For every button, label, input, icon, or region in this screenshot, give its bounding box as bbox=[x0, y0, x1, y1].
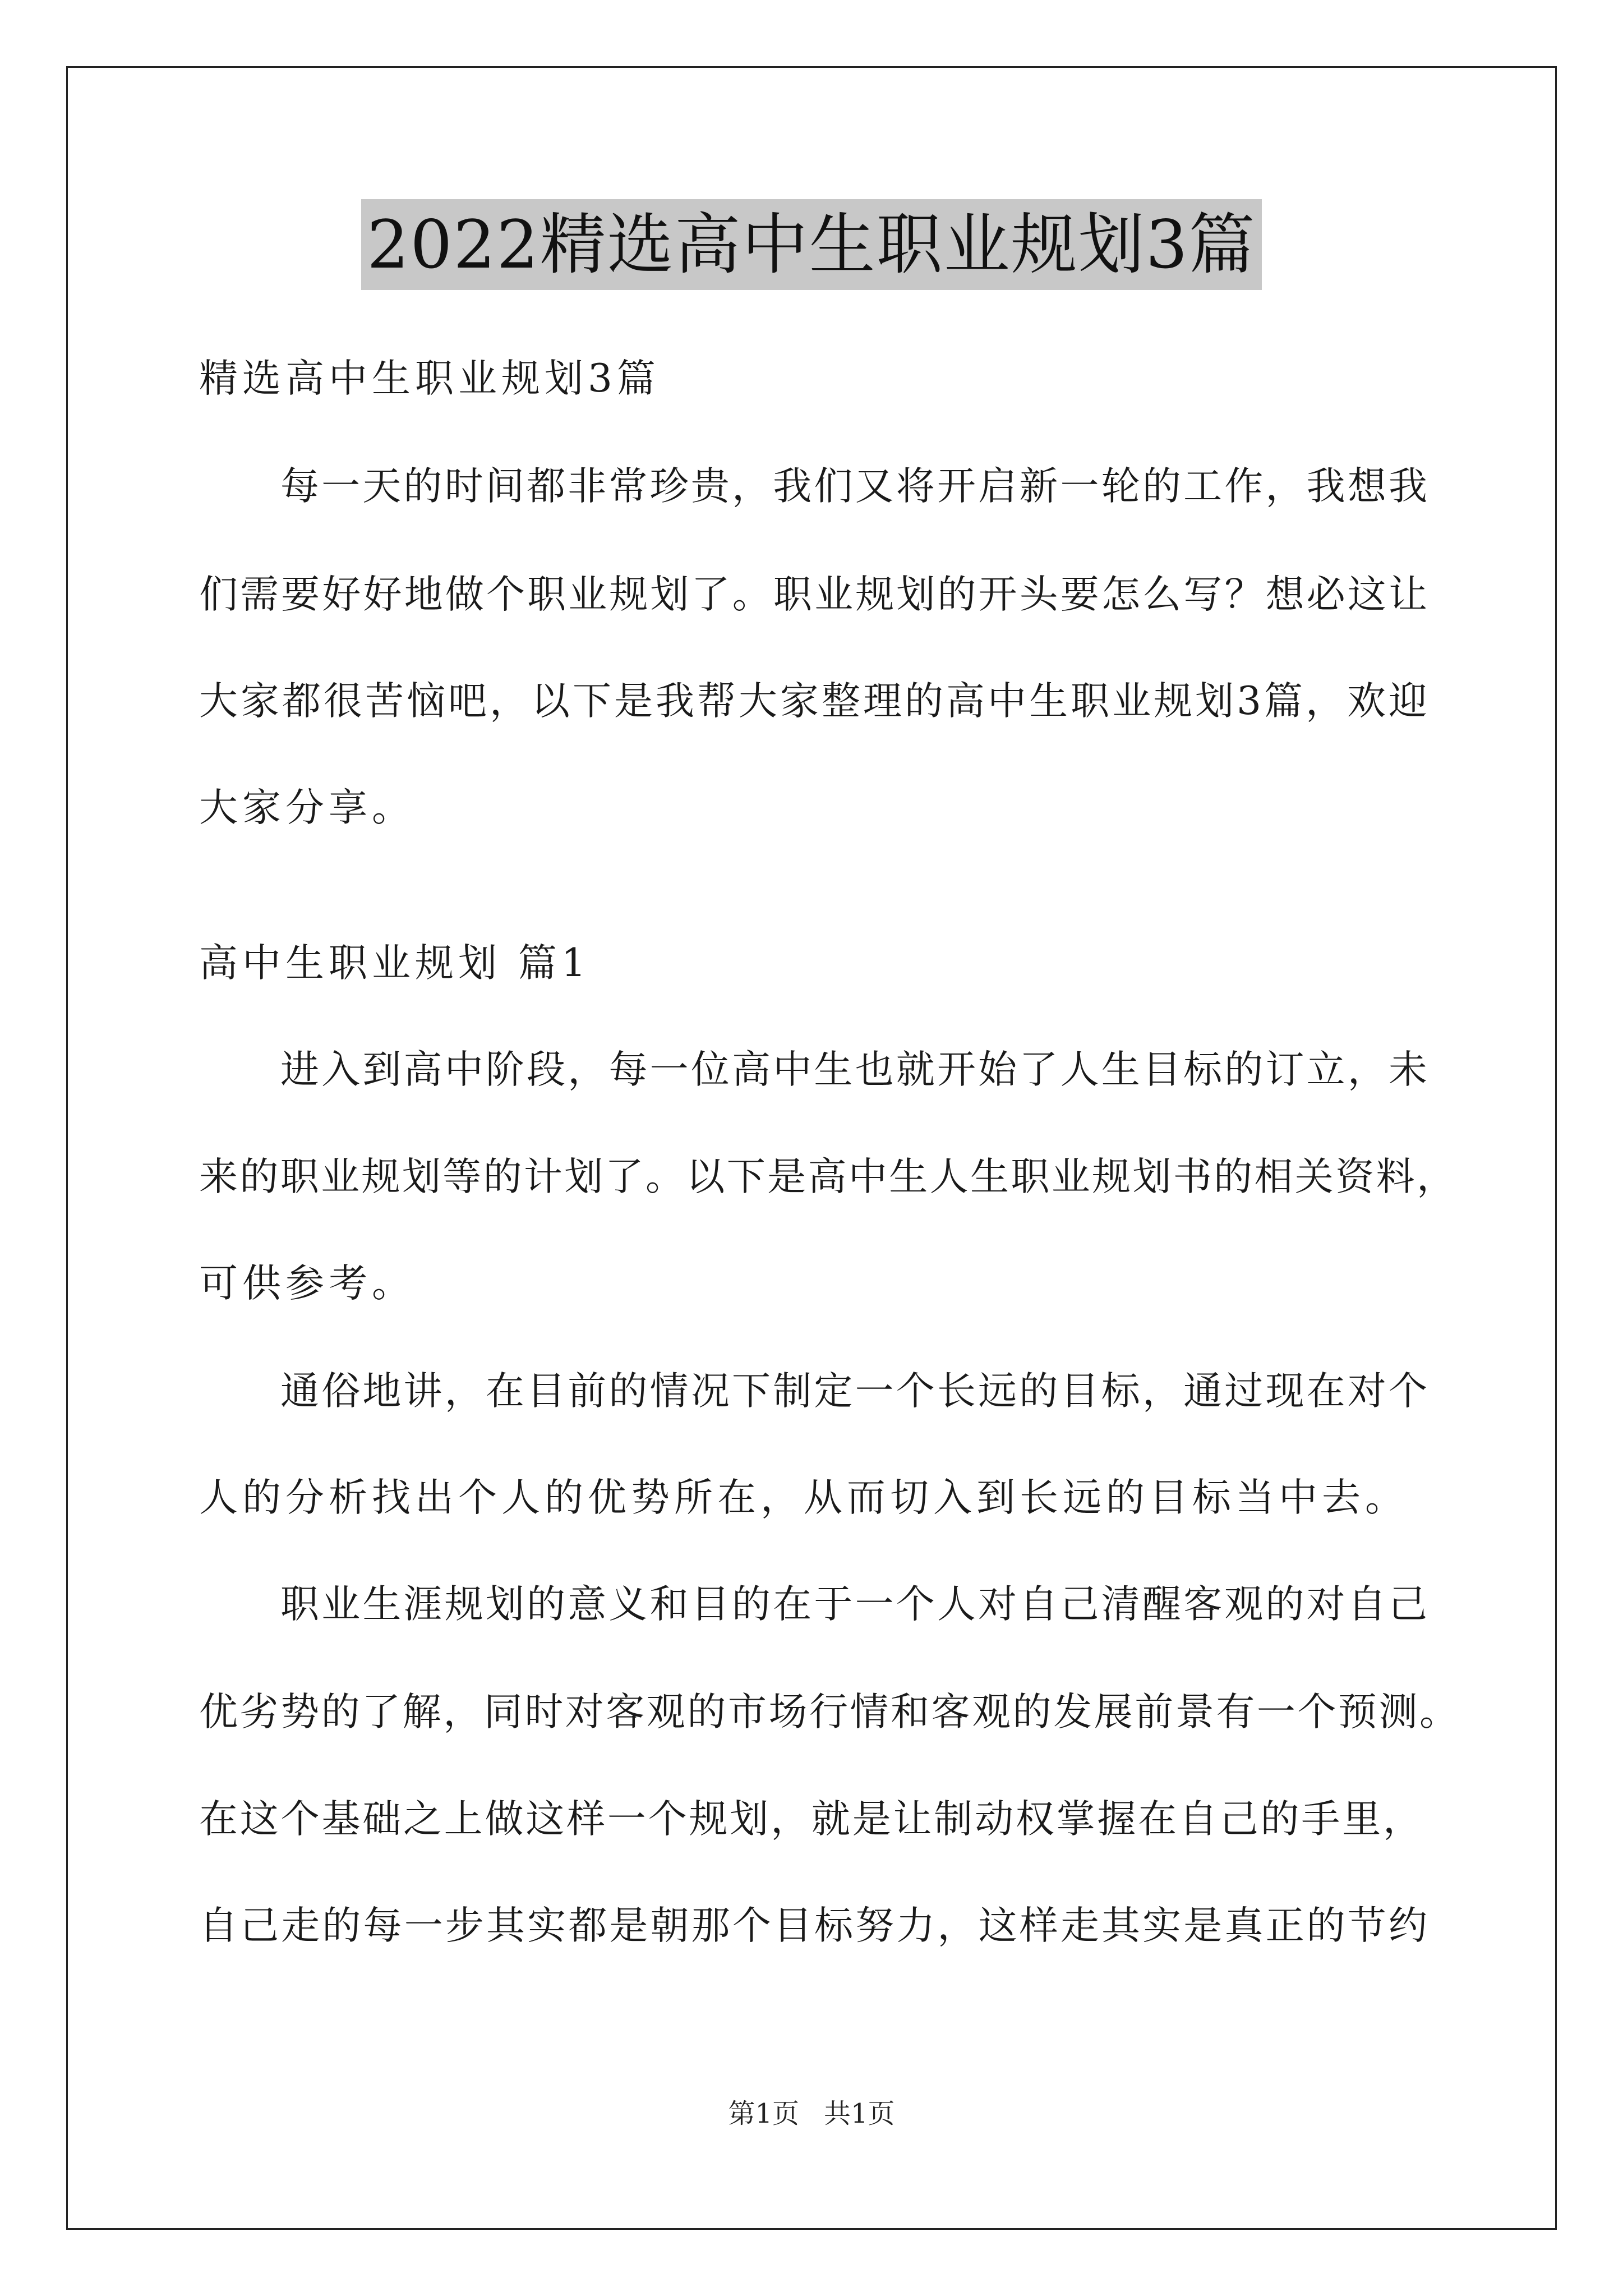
paragraph-1-line-2: 来的职业规划等的计划了。以下是高中生人生职业规划书的相关资料， bbox=[199, 1154, 1455, 1199]
intro-line-2: 们需要好好地做个职业规划了。职业规划的开头要怎么写？想必这让 bbox=[199, 572, 1427, 617]
section-heading-1: 高中生职业规划 篇1 bbox=[199, 941, 591, 986]
document-title: 2022精选高中生职业规划3篇 bbox=[361, 199, 1261, 290]
paragraph-3-line-3: 在这个基础之上做这样一个规划，就是让制动权掌握在自己的手里， bbox=[199, 1797, 1422, 1842]
intro-line-3: 大家都很苦恼吧，以下是我帮大家整理的高中生职业规划3篇，欢迎 bbox=[199, 679, 1427, 724]
page-footer bbox=[0, 2097, 1623, 2131]
page-number: 第1页 bbox=[728, 2098, 799, 2129]
intro-line-4: 大家分享。 bbox=[199, 785, 415, 830]
paragraph-1-line-3: 可供参考。 bbox=[199, 1261, 415, 1306]
paragraph-3-line-2: 优劣势的了解，同时对客观的市场行情和客观的发展前景有一个预测。 bbox=[199, 1690, 1458, 1734]
paragraph-3-line-4: 自己走的每一步其实都是朝那个目标努力，这样走其实是真正的节约 bbox=[199, 1903, 1427, 1948]
title-container bbox=[0, 199, 1623, 290]
paragraph-2-line-1: 通俗地讲，在目前的情况下制定一个长远的目标，通过现在对个 bbox=[280, 1369, 1427, 1414]
page-total: 共1页 bbox=[824, 2098, 895, 2129]
document-subtitle: 精选高中生职业规划3篇 bbox=[199, 356, 660, 401]
paragraph-3-line-1: 职业生涯规划的意义和目的在于一个人对自己清醒客观的对自己 bbox=[280, 1582, 1427, 1627]
paragraph-2-line-2: 人的分析找出个人的优势所在，从而切入到长远的目标当中去。 bbox=[199, 1475, 1408, 1520]
intro-line-1: 每一天的时间都非常珍贵，我们又将开启新一轮的工作，我想我 bbox=[280, 464, 1427, 509]
paragraph-1-line-1: 进入到高中阶段，每一位高中生也就开始了人生目标的订立，未 bbox=[280, 1047, 1427, 1092]
